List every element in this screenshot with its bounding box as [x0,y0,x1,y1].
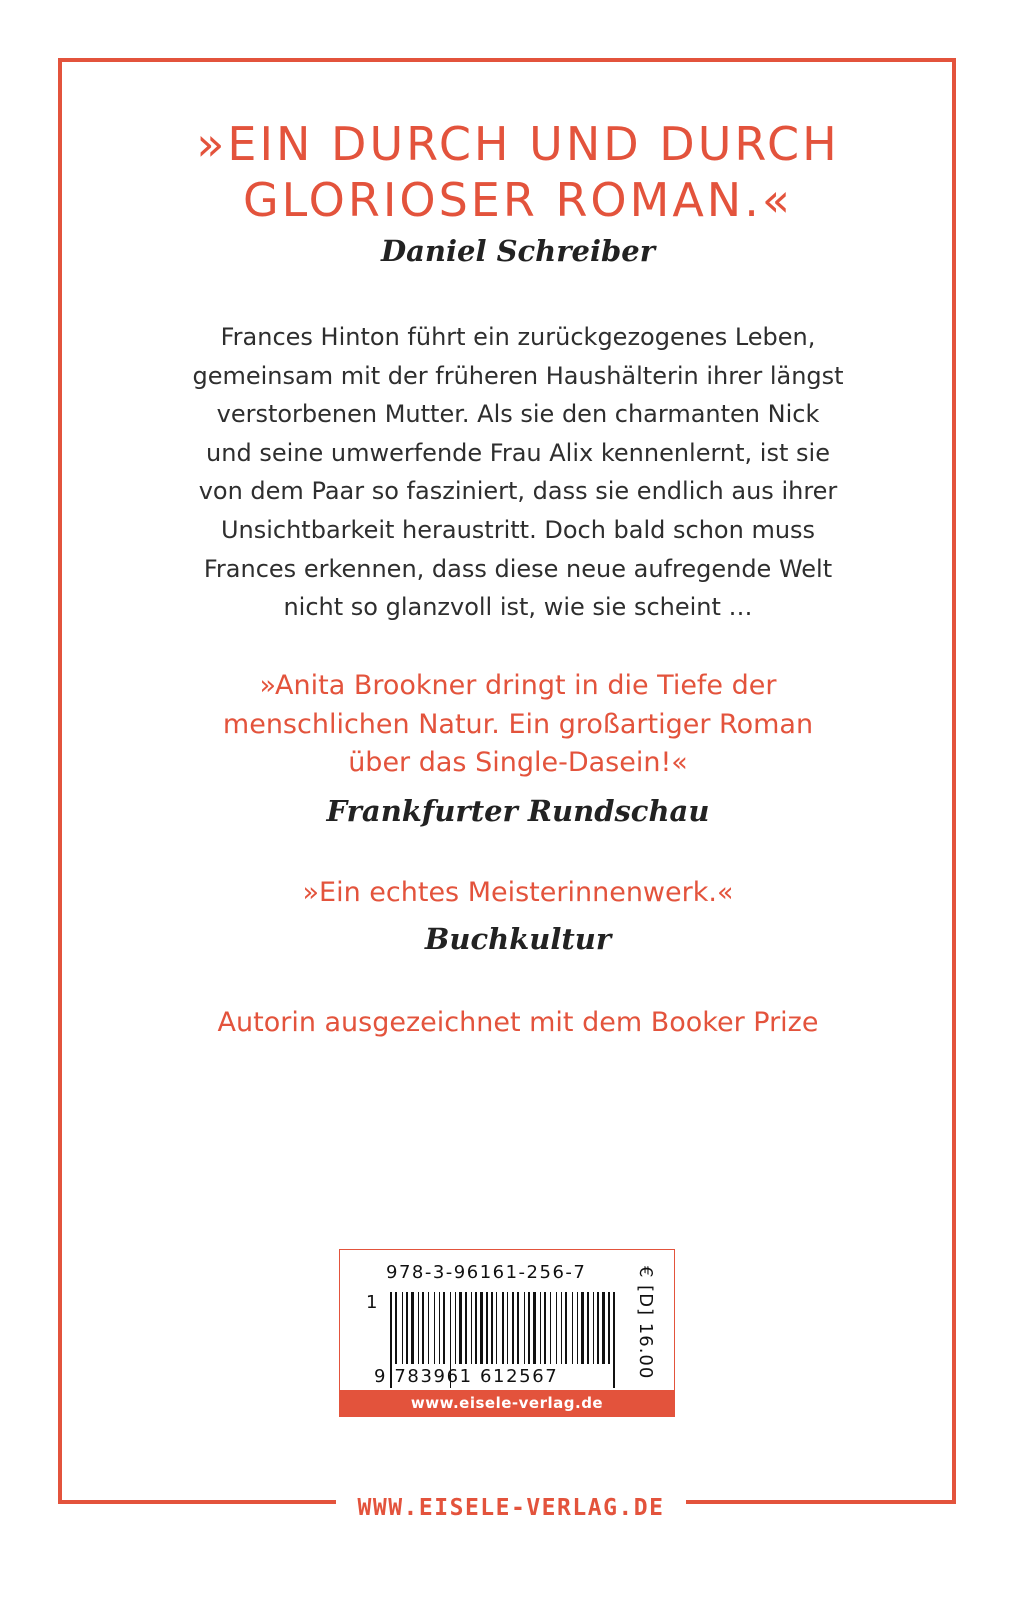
barcode-bar [581,1292,584,1364]
award-note: Autorin ausgezeichnet mit dem Booker Prize [217,1007,819,1038]
review-quote-2 [110,667,926,783]
barcode-bar [593,1292,594,1364]
barcode-bar [517,1292,519,1364]
description-line: von dem Paar so fasziniert, dass sie endlich aus ihrer [198,477,838,506]
quote1-attribution: Daniel Schreiber [380,234,656,268]
barcode-bar [491,1292,493,1364]
barcode-bar [572,1292,573,1364]
barcode-bar [465,1292,467,1364]
barcode-bar [434,1292,435,1364]
barcode-bar [443,1292,445,1364]
barcode-bar [561,1292,562,1364]
barcode-bar [502,1292,504,1364]
description-line: und seine umwerfende Frau Alix kennenlernt, ist sie [206,438,830,467]
quote2-line: »Anita Brookner dringt in die Tiefe der [259,670,777,701]
quote3-attribution: Buchkultur [424,922,612,956]
headline-quote [100,116,936,228]
barcode-bar [608,1292,610,1364]
barcode-bar [428,1292,429,1364]
barcode-bar [613,1292,615,1388]
barcode-lead-digit: 1 [366,1292,378,1313]
barcode-bar [556,1292,557,1364]
blurb-description [130,318,906,627]
footer-url: WWW.EISELE-VERLAG.DE [336,1490,686,1526]
barcode-bar [496,1292,497,1364]
barcode-bar [524,1292,525,1364]
barcode-bar [602,1292,605,1364]
isbn-number: 978-3-96161-256-7 [386,1262,587,1283]
barcode-bar [486,1292,488,1364]
barcode-bar [533,1292,536,1364]
description-line: Frances Hinton führt ein zurückgezogenes Leben, [220,323,816,351]
barcode-bar [565,1292,567,1364]
barcode-bar [411,1292,414,1364]
barcode-bar [395,1292,397,1364]
barcode-bar [406,1292,408,1364]
description-line: Unsichtbarkeit heraustritt. Doch bald schon muss [220,515,816,544]
barcode-url: www.eisele-verlag.de [340,1390,674,1416]
barcode-bar [422,1292,424,1364]
description-line: verstorbenen Mutter. Als sie den charmanten Nick [216,400,820,429]
barcode-bar [459,1292,462,1364]
barcode-bar [455,1292,456,1364]
description-line: nicht so glanzvoll ist, wie sie scheint … [283,593,753,622]
barcode-bar [507,1292,508,1364]
barcode-bar [439,1292,440,1364]
barcode-bar [475,1292,477,1364]
barcode-bar [418,1292,419,1364]
review-quote-3: »Ein echtes Meisterinnenwerk.« [302,877,734,908]
headline-line-1: »EIN DURCH UND DURCH [196,117,840,171]
quote2-line: menschlichen Natur. Ein großartiger Roman [222,708,814,740]
quote2-line: über das Single-Dasein!« [348,747,688,779]
price-text: € [D] 16.00 [635,1266,656,1380]
barcode-bar [587,1292,589,1364]
barcode-bar [528,1292,530,1364]
barcode-bar [540,1292,541,1364]
ean-digits: 9 783961 612567 [374,1366,559,1387]
description-line: gemeinsam mit der früheren Haushälterin ihrer längst [192,361,844,390]
barcode-bar [480,1292,483,1364]
barcode-bar [577,1292,578,1364]
barcode-bar [512,1292,514,1364]
barcode-bar [597,1292,599,1364]
barcode-bar [471,1292,472,1364]
quote2-attribution: Frankfurter Rundschau [326,794,710,828]
barcode-bar [544,1292,546,1364]
barcode-bar [550,1292,551,1364]
barcode-box [339,1249,675,1417]
price-label [632,1266,658,1384]
barcode-bar [402,1292,403,1364]
headline-line-2: GLORIOSER ROMAN.« [243,173,793,227]
description-line: Frances erkennen, dass diese neue aufregende Welt [203,554,833,583]
